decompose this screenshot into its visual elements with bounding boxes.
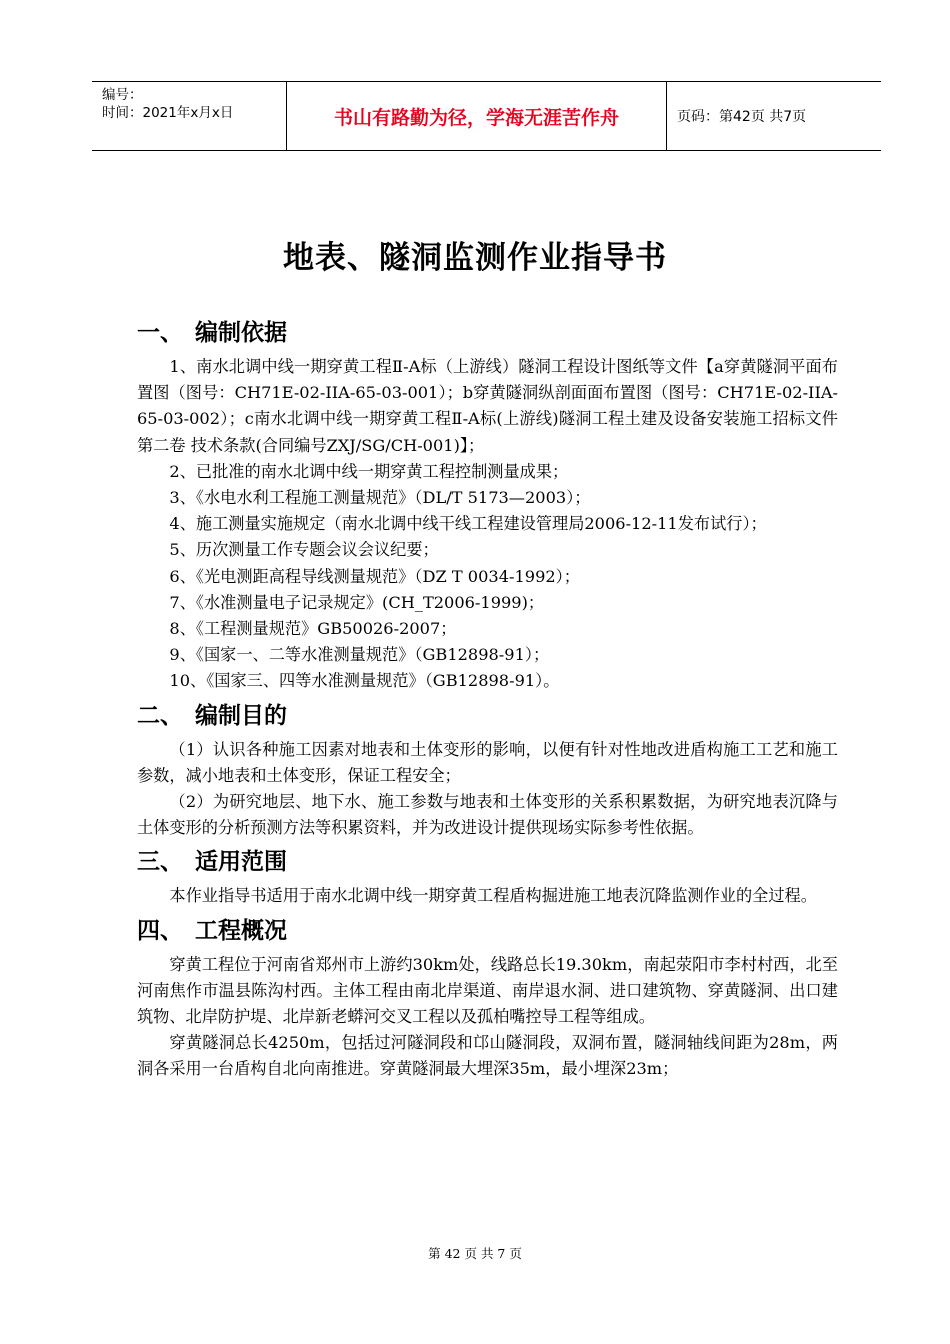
paragraph: 穿黄隧洞总长4250m，包括过河隧洞段和邙山隧洞段，双洞布置，隧洞轴线间距为28m，两洞各采用一台盾构自北向南推进。穿黄隧洞最大埋深35m，最小埋深23m； xyxy=(137,1033,838,1079)
paragraph: 4、施工测量实施规定（南水北调中线干线工程建设管理局2006-12-11发布试行）； xyxy=(169,514,767,534)
paragraph: （1）认识各种施工因素对地表和土体变形的影响，以便有针对性地改进盾构施工工艺和施工参数，减小地表和土体变形，保证工程安全； xyxy=(137,739,838,785)
section-number: 二、 xyxy=(137,702,183,729)
header-meta-cell xyxy=(92,82,287,150)
section-number: 一、 xyxy=(137,320,183,346)
paragraph: 2、已批准的南水北调中线一期穿黄工程控制测量成果； xyxy=(169,461,569,481)
paragraph: 9、《国家一、二等水准测量规范》（GB12898-91）； xyxy=(169,645,550,665)
paragraph: 穿黄工程位于河南省郑州市上游约30km处，线路总长19.30km，南起荥阳市李村村西，北至河南焦作市温县陈沟村西。主体工程由南北岸渠道、南岸退水洞、进口建筑物、穿黄隧洞、出口建筑物、北岸防护堤、北岸新老蟒河交叉工程以及孤柏嘴控导工程等组成。 xyxy=(137,954,838,1027)
paragraph: 3、《水电水利工程施工测量规范》（DL/T 5173—2003）； xyxy=(169,488,591,508)
section-number: 三、 xyxy=(137,849,183,876)
section-title: 编制目的 xyxy=(195,702,287,729)
document-title: 地表、隧洞监测作业指导书 xyxy=(283,240,667,276)
paragraph: 8、《工程测量规范》GB50026-2007； xyxy=(169,619,457,639)
paragraph: 6、《光电测距高程导线测量规范》（DZ T 0034-1992）； xyxy=(169,566,580,586)
page-footer: 第 42 页 共 7 页 xyxy=(428,1246,522,1261)
section-heading xyxy=(137,312,838,354)
header-motto: 书山有路勤为径，学海无涯苦作舟 xyxy=(287,82,667,150)
section-title: 编制依据 xyxy=(195,320,287,346)
header-table xyxy=(92,81,881,151)
header-page-label: 页码：第42页 共7页 xyxy=(677,109,807,125)
section-heading xyxy=(137,841,838,883)
section-title: 适用范围 xyxy=(195,849,287,876)
paragraph: 本作业指导书适用于南水北调中线一期穿黄工程盾构掘进施工地表沉降监测作业的全过程。 xyxy=(169,886,817,906)
section-heading xyxy=(137,695,838,737)
document-number-label: 编号： xyxy=(102,87,143,103)
section-overview xyxy=(137,910,838,1083)
paragraph: 1、南水北调中线一期穿黄工程Ⅱ-A标（上游线）隧洞工程设计图纸等文件【a穿黄隧洞平面布置图（图号：CH71E-02-IIA-65-03-001）；b穿黄隧洞纵剖面面布置图（图号：CH71E-02-IIA-65-03-002）；c南水北调中线一期穿黄工程Ⅱ-A标(上游线)隧洞工程土建及设备安装施工招标文件第二卷 技术条款(合同编号ZXJ/SG/CH-001)】； xyxy=(137,357,838,455)
paragraph: （2）为研究地层、地下水、施工参数与地表和土体变形的关系积累数据，为研究地表沉降与土体变形的分析预测方法等积累资料，并为改进设计提供现场实际参考性依据。 xyxy=(137,792,838,838)
paragraph: 5、历次测量工作专题会议会议纪要； xyxy=(169,540,439,560)
section-scope xyxy=(137,841,838,909)
section-purpose xyxy=(137,695,838,842)
document-body xyxy=(137,312,838,1083)
paragraph: 7、《水准测量电子记录规定》(CH_T2006-1999)； xyxy=(169,592,545,612)
section-basis xyxy=(137,312,838,695)
paragraph: 10、《国家三、四等水准测量规范》（GB12898-91）。 xyxy=(169,671,560,691)
section-number: 四、 xyxy=(137,917,183,944)
section-title: 工程概况 xyxy=(195,917,287,944)
document-time-label: 时间：2021年x月x日 xyxy=(102,105,234,121)
section-heading xyxy=(137,910,838,952)
